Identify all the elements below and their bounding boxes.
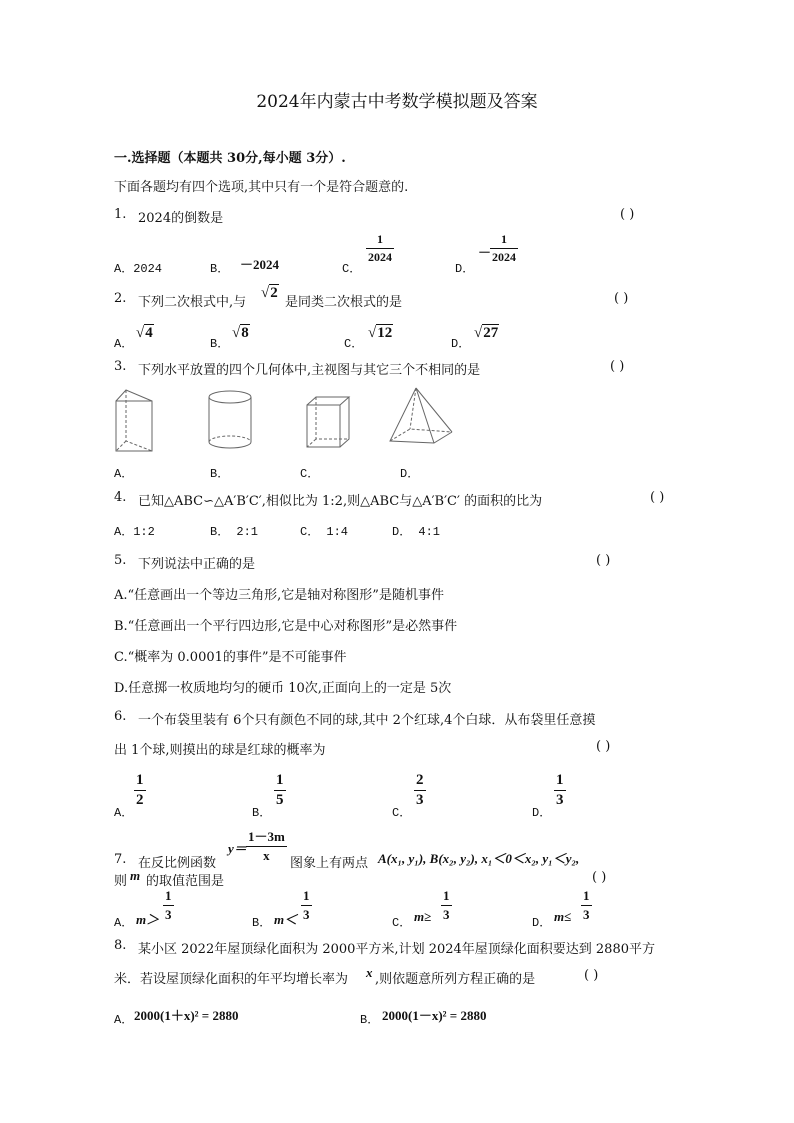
q1-option-a: A．2024 (114, 262, 163, 276)
q7-option-d-fraction (581, 888, 592, 923)
fraction-denominator: 3 (416, 792, 424, 808)
q2-stem-b: 是同类二次根式的是 (285, 295, 403, 310)
q3-answer-blank: ( ) (610, 359, 625, 374)
q4-stem: 已知△ABC∽△A′B′C′,相似比为 1:2,则△ABC与△A′B′C′ 的面积的比为 (138, 494, 543, 509)
q8-stem-line2b: ,则依题意所列方程正确的是 (375, 972, 536, 987)
fraction-denominator: x (263, 848, 270, 863)
section-intro: 下面各题均有四个选项,其中只有一个是符合题意的. (114, 180, 409, 195)
q3-option-a: A． (114, 467, 134, 481)
q7-variable-m: m (130, 868, 141, 883)
cylinder-figure (206, 388, 254, 453)
fraction-numerator: 1 (443, 888, 450, 903)
q5-stem: 下列说法中正确的是 (138, 557, 256, 572)
fraction-bar (274, 790, 286, 791)
q3-option-b: B． (210, 467, 230, 481)
q5-answer-blank: ( ) (596, 553, 611, 568)
q6-option-c-label: C． (392, 806, 412, 820)
q8-option-a-equation: 2000(1＋x)² = 2880 (134, 1008, 239, 1023)
q6-option-a-label: A． (114, 806, 134, 820)
triangular-prism-figure (112, 385, 162, 455)
q5-number: 5. (114, 553, 127, 568)
q3-option-d: D． (400, 467, 420, 481)
fraction-numerator: 1－3m (248, 829, 285, 844)
radicand: 12 (377, 325, 393, 341)
fraction-numerator: 1 (556, 772, 564, 788)
fraction-bar (301, 905, 312, 906)
fraction-denominator: 3 (556, 792, 564, 808)
q4-answer-blank: ( ) (650, 490, 665, 505)
radicand: 2 (270, 285, 278, 301)
q6-option-b-label: B． (252, 806, 272, 820)
q2-option-a-root: √4 (136, 325, 153, 341)
q7-option-d-ineq: m≤ (554, 909, 572, 924)
q2-option-b-label: B． (210, 337, 230, 351)
fraction-denominator: 3 (583, 907, 590, 922)
q8-option-a-label: A． (114, 1013, 134, 1027)
q6-stem-line1: 一个布袋里装有 6个只有颜色不同的球,其中 2个红球,4个白球．从布袋里任意摸 (138, 713, 596, 728)
fraction-denominator: 2024 (368, 250, 392, 264)
q7-points: A(x₁, y₁), B(x₂, y₂), x₁＜0＜x₂, y₁＜y₂, (378, 851, 580, 866)
fraction-bar (366, 248, 394, 249)
q6-number: 6. (114, 709, 127, 724)
q7-answer-blank: ( ) (592, 870, 607, 885)
q5-option-a: A.“任意画出一个等边三角形,它是轴对称图形”是随机事件 (114, 588, 444, 603)
q1-option-d-fraction (490, 232, 518, 265)
q7-function-lhs: y＝ (228, 841, 247, 856)
q8-option-b-equation: 2000(1－x)² = 2880 (382, 1008, 487, 1023)
q7-option-c-ineq: m≥ (414, 909, 432, 924)
q4-option-a: A．1:2 (114, 525, 155, 539)
fraction-bar (441, 905, 452, 906)
q1-option-b-label: B． (210, 262, 230, 276)
q7-option-b-label: B． (252, 916, 272, 930)
fraction-denominator: 3 (303, 907, 310, 922)
q4-option-b: B． 2:1 (210, 525, 259, 539)
q8-variable-x: x (366, 965, 373, 980)
q8-option-b-label: B． (360, 1013, 380, 1027)
fraction-numerator: 1 (303, 888, 310, 903)
q6-option-d-fraction (554, 772, 566, 809)
q2-option-b-root: √8 (232, 325, 249, 341)
fraction-denominator: 3 (443, 907, 450, 922)
q5-option-d: D.任意掷一枚质地均匀的硬币 10次,正面向上的一定是 5次 (114, 681, 452, 696)
q3-number: 3. (114, 359, 127, 374)
fraction-denominator: 2024 (492, 250, 516, 264)
radicand: 27 (483, 325, 499, 341)
section-heading: 一.选择题（本题共 30分,每小题 3分）. (114, 151, 346, 166)
q1-option-b-value: －2024 (240, 257, 280, 272)
q7-option-c-fraction (441, 888, 452, 923)
fraction-numerator: 1 (136, 772, 144, 788)
q6-option-c-fraction (414, 772, 426, 809)
fraction-bar (414, 790, 426, 791)
q2-option-d-label: D． (451, 337, 471, 351)
fraction-denominator: 5 (276, 792, 284, 808)
fraction-bar (134, 790, 146, 791)
q2-answer-blank: ( ) (614, 291, 629, 306)
q2-number: 2. (114, 291, 127, 306)
fraction-numerator: 1 (377, 232, 383, 246)
q2-stem-a: 下列二次根式中,与 (138, 295, 247, 310)
q7-stem-a: 在反比例函数 (138, 856, 217, 871)
fraction-numerator: 1 (583, 888, 590, 903)
q7-option-b-ineq: m＜ (274, 912, 298, 927)
q8-answer-blank: ( ) (584, 968, 599, 983)
q2-option-c-root: √12 (368, 325, 393, 341)
q5-option-b: B.“任意画出一个平行四边形,它是中心对称图形”是必然事件 (114, 619, 458, 634)
q7-option-a-fraction (163, 888, 174, 923)
fraction-bar (163, 905, 174, 906)
q8-stem-line2a: 米．若设屋顶绿化面积的年平均增长率为 (114, 972, 349, 987)
fraction-denominator: 3 (165, 907, 172, 922)
q1-option-c-label: C． (342, 262, 362, 276)
q7-option-c-label: C． (392, 916, 412, 930)
q1-option-d-sign: － (478, 245, 492, 260)
q2-option-a-label: A． (114, 337, 134, 351)
q2-option-c-label: C． (344, 337, 364, 351)
q6-option-d-label: D． (532, 806, 552, 820)
q2-stem-root: √2 (261, 285, 278, 301)
q1-answer-blank: ( ) (620, 207, 635, 222)
radicand: 8 (241, 325, 249, 341)
q6-stem-line2: 出 1个球,则摸出的球是红球的概率为 (114, 743, 326, 758)
q7-stem-b: 图象上有两点 (290, 856, 369, 871)
q1-stem: 2024的倒数是 (138, 211, 224, 226)
q7-stem-d: 的取值范围是 (146, 874, 225, 889)
radicand: 4 (145, 325, 153, 341)
fraction-bar (581, 905, 592, 906)
q2-option-d-root: √27 (474, 325, 499, 341)
fraction-bar (246, 846, 287, 847)
fraction-numerator: 1 (276, 772, 284, 788)
q3-option-c: C． (300, 467, 320, 481)
q6-option-a-fraction (134, 772, 146, 809)
q6-option-b-fraction (274, 772, 286, 809)
q1-number: 1. (114, 207, 127, 222)
q7-number: 7. (114, 852, 127, 867)
q7-stem-c: 则 (114, 874, 128, 889)
fraction-numerator: 2 (416, 772, 424, 788)
q7-option-a-label: A． (114, 916, 134, 930)
q7-function-fraction (246, 826, 287, 864)
fraction-bar (554, 790, 566, 791)
page-title: 2024年内蒙古中考数学模拟题及答案 (256, 92, 538, 112)
q8-number: 8. (114, 938, 127, 953)
q1-option-c-fraction (366, 232, 394, 265)
fraction-numerator: 1 (501, 232, 507, 246)
pyramid-figure (386, 385, 458, 447)
q6-answer-blank: ( ) (596, 739, 611, 754)
q7-option-b-fraction (301, 888, 312, 923)
fraction-bar (490, 248, 518, 249)
q7-option-a-ineq: m＞ (136, 912, 160, 927)
q4-number: 4. (114, 490, 127, 505)
fraction-numerator: 1 (165, 888, 172, 903)
cuboid-figure (304, 395, 352, 451)
q4-option-d: D． 4:1 (392, 525, 441, 539)
q5-option-c: C.“概率为 0.0001的事件”是不可能事件 (114, 650, 347, 665)
q1-option-d-label: D． (455, 262, 475, 276)
q7-option-d-label: D． (532, 916, 552, 930)
q8-stem-line1: 某小区 2022年屋顶绿化面积为 2000平方米,计划 2024年屋顶绿化面积要达到 2880平方 (138, 942, 655, 957)
q4-option-c: C． 1:4 (300, 525, 349, 539)
q3-stem: 下列水平放置的四个几何体中,主视图与其它三个不相同的是 (138, 363, 481, 378)
fraction-denominator: 2 (136, 792, 144, 808)
